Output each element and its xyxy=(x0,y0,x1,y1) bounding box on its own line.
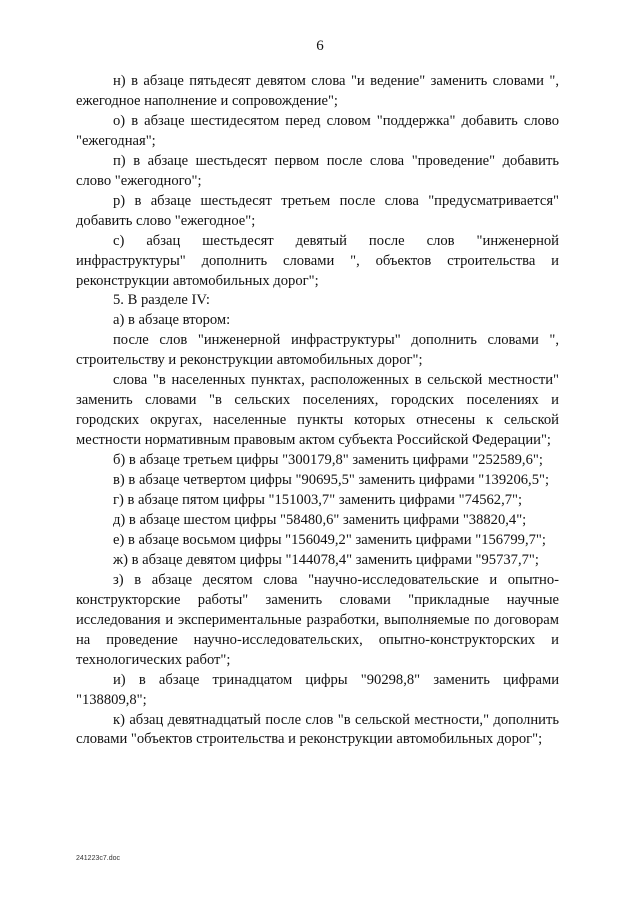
paragraph-a-item-2: слова "в населенных пунктах, расположенных в сельской местности" заменить словами "в сельских поселениях, городских поселениях и городских округах, населенные пункты которых отнесены к сельской местности нормативным правовым актом субъекта Российской Федерации"; xyxy=(76,372,559,449)
paragraph-n: н) в абзаце пятьдесят девятом слова "и ведение" заменить словами ", ежегодное наполнение и сопровождение"; xyxy=(76,73,559,109)
paragraph-e: е) в абзаце восьмом цифры "156049,2" заменить цифрами "156799,7"; xyxy=(113,531,546,548)
paragraph-i: и) в абзаце тринадцатом цифры "90298,8" заменить цифрами "138809,8"; xyxy=(76,671,559,708)
paragraph-v: в) в абзаце четвертом цифры "90695,5" заменить цифрами "139206,5"; xyxy=(113,472,550,489)
paragraph-zh: ж) в абзаце девятом цифры "144078,4" заменить цифрами "95737,7"; xyxy=(113,551,539,568)
paragraph-a-item-1: после слов "инженерной инфраструктуры" дополнить словами ", строительству и реконструкции автомобильных дорог"; xyxy=(76,332,559,369)
paragraph-b: б) в абзаце третьем цифры "300179,8" заменить цифрами "252589,6"; xyxy=(113,452,543,469)
paragraph-s: с) абзац шестьдесят девятый после слов "инженерной инфраструктуры" дополнить словами ", объектов строительства и реконструкции автомобильных дорог"; xyxy=(76,232,559,289)
paragraph-d: д) в абзаце шестом цифры "58480,6" заменить цифрами "38820,4"; xyxy=(113,511,527,528)
paragraph-k: к) абзац девятнадцатый после слов "в сельской местности," дополнить словами "объектов строительства и реконструкции автомобильных дорог"; xyxy=(76,711,559,748)
paragraph-p: п) в абзаце шестьдесят первом после слова "проведение" добавить слово "ежегодного"; xyxy=(76,152,559,189)
paragraph-o: о) в абзаце шестидесятом перед словом "поддержка" добавить слово "ежегодная"; xyxy=(76,112,559,149)
page-number: 6 xyxy=(316,38,324,54)
document-body xyxy=(76,72,559,750)
paragraph-z: з) в абзаце десятом слова "научно-исследовательские и опытно-конструкторские работы" заменить словами "прикладные научные исследования и экспериментальные разработки, выполняемые по договорам на проведение научно-исследовательских, опытно-конструкторских и технологических работ"; xyxy=(76,571,559,668)
section-heading: 5. В разделе IV: xyxy=(113,292,210,309)
footer-filename: 241223c7.doc xyxy=(76,855,120,862)
paragraph-a: а) в абзаце втором: xyxy=(113,312,231,329)
paragraph-r: р) в абзаце шестьдесят третьем после слова "предусматривается" добавить слово "ежегодное"; xyxy=(76,192,559,229)
paragraph-g: г) в абзаце пятом цифры "151003,7" заменить цифрами "74562,7"; xyxy=(113,492,523,509)
